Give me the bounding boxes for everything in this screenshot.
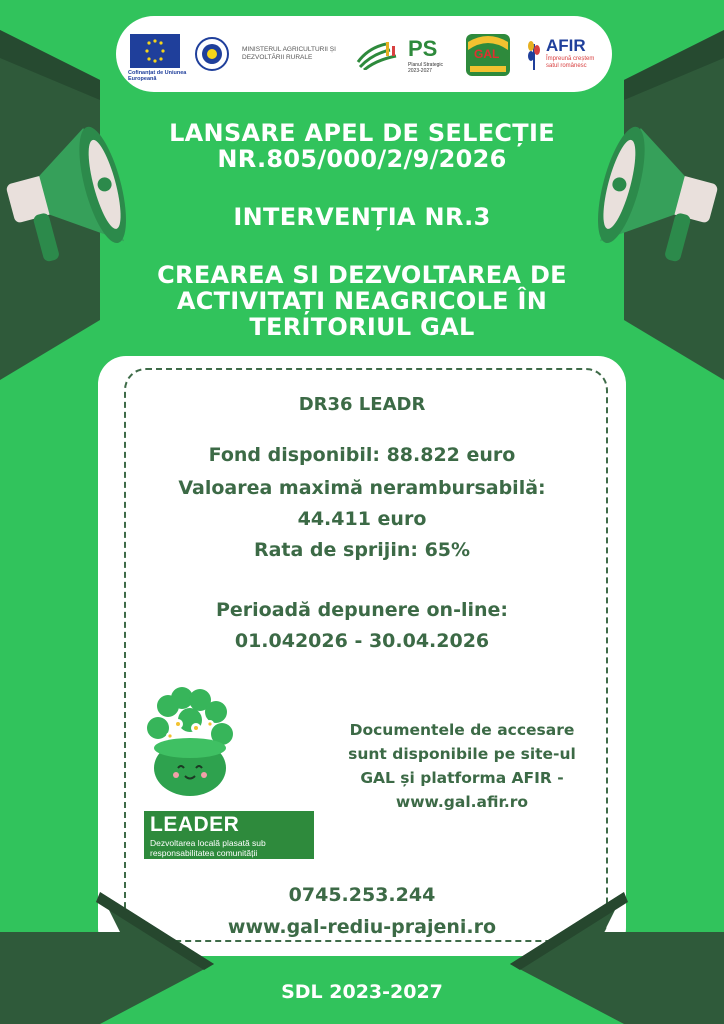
support-rate: Rata de sprijin: 65% (253, 539, 471, 561)
ps-caption: Planul Strategic 2023-2027 (408, 62, 444, 74)
ps-title: PS (408, 36, 438, 61)
max-value-label: Valoarea maximă nerambursabilă: (178, 477, 546, 499)
call-number: NR.805/000/2/9/2026 (217, 145, 507, 173)
leader-subtitle: Dezvoltarea locală plasată sub responsabilitatea comunității (150, 838, 266, 858)
eu-caption: Cofinanțat de Uniunea Europeană (128, 70, 187, 82)
ministry-label: MINISTERUL AGRICULTURII ȘI DEZVOLTĂRII RURALE (242, 46, 336, 61)
phone-number[interactable]: 0745.253.244 (288, 884, 436, 906)
website-link[interactable]: www.gal-rediu-prajeni.ro (227, 916, 497, 938)
documents-note (330, 718, 594, 814)
afir-title: AFIR (546, 36, 586, 55)
sdl-period: SDL 2023-2027 (281, 981, 443, 1003)
documents-line-3: GAL și platforma AFIR - (360, 769, 564, 787)
eu-flag-icon (130, 34, 180, 68)
period-dates: 01.042026 - 30.04.2026 (234, 630, 490, 652)
period-label: Perioadă depunere on-line: (215, 599, 508, 621)
topic-line-3: TERITORIUL GAL (249, 313, 475, 341)
measure-label: DR36 LEADR (298, 394, 426, 415)
max-value: 44.411 euro (297, 508, 427, 530)
leader-title: LEADER (150, 813, 240, 836)
documents-line-2: sunt disponibile pe site-ul (348, 745, 576, 763)
government-seal-icon (194, 36, 230, 72)
documents-line-1: Documentele de accesare (349, 721, 575, 739)
logo-strip (116, 16, 612, 92)
call-title: LANSARE APEL DE SELECȚIE (169, 119, 555, 147)
afir-wheat-icon (526, 36, 542, 72)
megaphone-right-icon (594, 115, 724, 295)
clover-mascot-icon (140, 684, 240, 802)
intervention-title: INTERVENȚIA NR.3 (233, 203, 491, 231)
fund-available: Fond disponibil: 88.822 euro (208, 444, 516, 466)
gal-label: GAL (474, 47, 500, 61)
leader-banner (144, 811, 314, 859)
megaphone-left-icon (0, 115, 130, 295)
ps-stripes-icon (356, 40, 400, 70)
topic-line-2: ACTIVITAȚI NEAGRICOLE ÎN (176, 287, 548, 315)
topic-line-1: CREAREA SI DEZVOLTAREA DE (157, 261, 567, 289)
documents-link[interactable]: www.gal.afir.ro (395, 793, 529, 811)
afir-caption: Împreună creștem satul românesc (546, 56, 595, 69)
